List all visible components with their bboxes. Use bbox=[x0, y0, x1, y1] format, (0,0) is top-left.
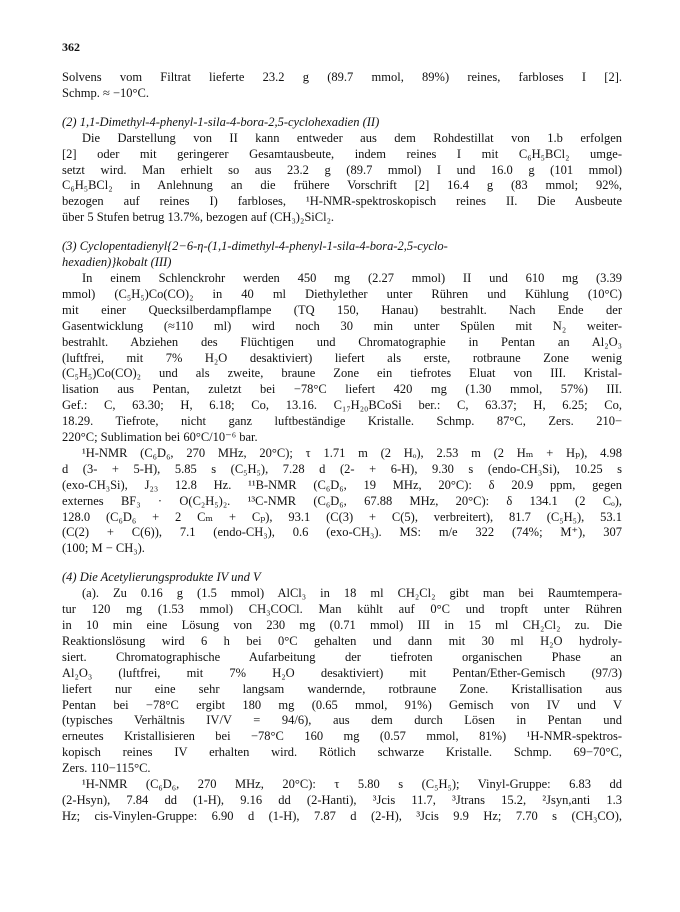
paragraph-gap bbox=[62, 557, 622, 570]
section-heading: (3) Cyclopentadienyl{2−6-η-(1,1-dimethyl-4-phenyl-1-sila-4-bora-2,5-cyclo- bbox=[62, 239, 448, 254]
journal-page bbox=[62, 40, 622, 825]
section-heading: hexadien)}kobalt (III) bbox=[62, 255, 172, 270]
text-line: (C(2) + C(6)), 7.1 (endo-CH₃), 0.6 (exo-CH₃). MS: m/e 322 (74%; M⁺), 307 bbox=[62, 525, 622, 540]
paragraph-last-line: über 5 Stufen betrug 13.7%, bezogen auf (CH₃)₂SiCl₂. bbox=[62, 210, 335, 225]
text-line: externes BF₃ · O(C₂H₅)₂. ¹³C-NMR (C₆D₆, 67.88 MHz, 20°C): δ 134.1 (2 Cₒ), bbox=[62, 493, 622, 508]
text-line: bezogen auf reines I) farbloses, ¹H-NMR-spektroskopisch reines II. Die Ausbeute bbox=[62, 194, 622, 209]
text-line: (C₅H₅)Co(CO)₂ und als zweite, braune Zone ein tiefrotes Eluat von III. Kristal- bbox=[62, 366, 622, 381]
paragraph-first-line: ¹H-NMR (C₆D₆, 270 MHz, 20°C): τ 5.80 s (C₅H₅); Vinyl-Gruppe: 6.83 dd bbox=[82, 777, 622, 792]
text-line: d (3- + 5-H), 5.85 s (C₅H₅), 7.28 d (2- + 6-H), 9.30 s (endo-CH₃Si), 10.25 s bbox=[62, 461, 622, 476]
text-line: tur 120 mg (1.53 mmol) CH₃COCl. Man kühlt auf 0°C und tropft unter Rühren bbox=[62, 602, 622, 617]
text-line: Hz; cis-Vinylen-Gruppe: 6.90 d (1-H), 7.87 d (2-H), ³Jcis 9.9 Hz; 7.70 s (CH₃CO), bbox=[62, 808, 622, 823]
text-line: C₆H₅BCl₂ in Anlehnung an die frühere Vorschrift [2] 16.4 g (83 mmol; 92%, bbox=[62, 178, 622, 193]
text-line: bestrahlt. Abziehen des Flüchtigen und Chromatographie in Pentan an Al₂O₃ bbox=[62, 334, 622, 349]
paragraph-first-line: (a). Zu 0.16 g (1.5 mmol) AlCl₃ in 18 ml CH₂Cl₂ gibt man bei Raumtempera- bbox=[82, 586, 622, 601]
text-line: kopisch reines IV erhalten wird. Rötlich schwarze Kristalle. Schmp. 69−70°C, bbox=[62, 745, 622, 760]
paragraph-first-line: ¹H-NMR (C₆D₆, 270 MHz, 20°C); τ 1.71 m (2 Hₒ), 2.53 m (2 Hₘ + Hₚ), 4.98 bbox=[82, 445, 622, 460]
text-line: Al₂O₃ (luftfrei, mit 7% H₂O desaktiviert) mit Pentan/Ether-Gemisch (97/3) bbox=[62, 665, 622, 680]
body-text bbox=[62, 70, 622, 825]
section-heading: (2) 1,1-Dimethyl-4-phenyl-1-sila-4-bora-2,5-cyclohexadien (II) bbox=[62, 114, 380, 129]
text-line: erneutes Kristallisieren bei −78°C 160 mg (0.57 mmol, 81%) ¹H-NMR-spektros- bbox=[62, 729, 622, 744]
text-line: (2-Hsyn), 7.84 dd (1-H), 9.16 dd (2-Hanti), ³Jcis 11.7, ³Jtrans 15.2, ²Jsyn,anti 1.3 bbox=[62, 792, 622, 807]
paragraph-first-line: Die Darstellung von II kann entweder aus dem Rohdestillat von 1.b erfolgen bbox=[82, 130, 622, 145]
text-line: siert. Chromatographische Aufarbeitung der tiefroten organischen Phase an bbox=[62, 649, 622, 664]
text-line: liefert nur eine sehr langsam wandernde, rotbraune Zone. Kristallisation aus bbox=[62, 681, 622, 696]
paragraph-first-line: In einem Schlenckrohr werden 450 mg (2.27 mmol) II und 610 mg (3.39 bbox=[82, 270, 622, 285]
text-line: Solvens vom Filtrat lieferte 23.2 g (89.7 mmol, 89%) reines, farbloses I [2]. bbox=[62, 70, 622, 84]
text-line: mit einer Quecksilberdampflampe (TQ 150, Hanau) bestrahlt. Nach Ende der bbox=[62, 302, 622, 317]
text-line: in 10 min eine Lösung von 230 mg (0.71 mmol) III in 15 ml CH₂Cl₂ zu. Die bbox=[62, 618, 622, 632]
text-line: [2] oder mit geringerer Gesamtausbeute, indem reines I mit C₆H₅BCl₂ umge- bbox=[62, 146, 622, 161]
page-number: 362 bbox=[62, 40, 80, 54]
text-line: 18.29. Tiefrote, nicht ganz luftbeständige Kristalle. Schmp. 87°C, Zers. 210− bbox=[62, 414, 622, 429]
text-line: Gef.: C, 63.30; H, 6.18; Co, 13.16. C₁₇H₂₀BCoSi ber.: C, 63.37; H, 6.25; Co, bbox=[62, 398, 622, 413]
text-line: Pentan bei −78°C ergibt 180 mg (0.65 mmol, 91%) Gemisch von IV und V bbox=[62, 697, 622, 712]
text-line: (exo-CH₃Si), J₂₃ 12.8 Hz. ¹¹B-NMR (C₆D₆, 19 MHz, 20°C): δ 20.9 ppm, gegen bbox=[62, 477, 622, 492]
paragraph-last-line: Schmp. ≈ −10°C. bbox=[62, 85, 149, 100]
text-line: mmol) (C₅H₅)Co(CO)₂ in 40 ml Diethylether unter Rühren und Kühlung (10°C) bbox=[62, 286, 622, 301]
text-line: (luftfrei, mit 7% H₂O desaktiviert) liefert als erste, rotbraune Zone wenig bbox=[62, 350, 622, 365]
text-line: Reaktionslösung wird 6 h bei 0°C gehalten und dann mit 30 ml H₂O hydroly- bbox=[62, 633, 622, 648]
text-line: 128.0 (C₆D₆ + 2 Cₘ + Cₚ), 93.1 (C(3) + C(5), verbreitert), 81.7 (C₅H₅), 53.1 bbox=[62, 509, 622, 524]
text-line: Gasentwicklung (≈110 ml) wird noch 30 min unter Spülen mit N₂ weiter- bbox=[62, 318, 622, 333]
text-line: (typisches Verhältnis IV/V = 94/6), aus dem durch Lösen in Pentan und bbox=[62, 713, 622, 728]
paragraph-last-line: Zers. 110−115°C. bbox=[62, 761, 151, 776]
text-line: setzt wird. Man erhielt so aus 23.2 g (89.7 mmol) I und 16.0 g (101 mmol) bbox=[62, 162, 622, 177]
paragraph-last-line: (100; M − CH₃). bbox=[62, 541, 145, 556]
section-heading: (4) Die Acetylierungsprodukte IV und V bbox=[62, 570, 261, 585]
text-line: lisation aus Pentan, zuletzt bei −78°C liefert 420 mg (1.30 mmol, 57%) III. bbox=[62, 382, 622, 397]
paragraph-gap bbox=[62, 102, 622, 115]
paragraph-gap bbox=[62, 226, 622, 239]
paragraph-last-line: 220°C; Sublimation bei 60°C/10⁻⁶ bar. bbox=[62, 430, 258, 445]
